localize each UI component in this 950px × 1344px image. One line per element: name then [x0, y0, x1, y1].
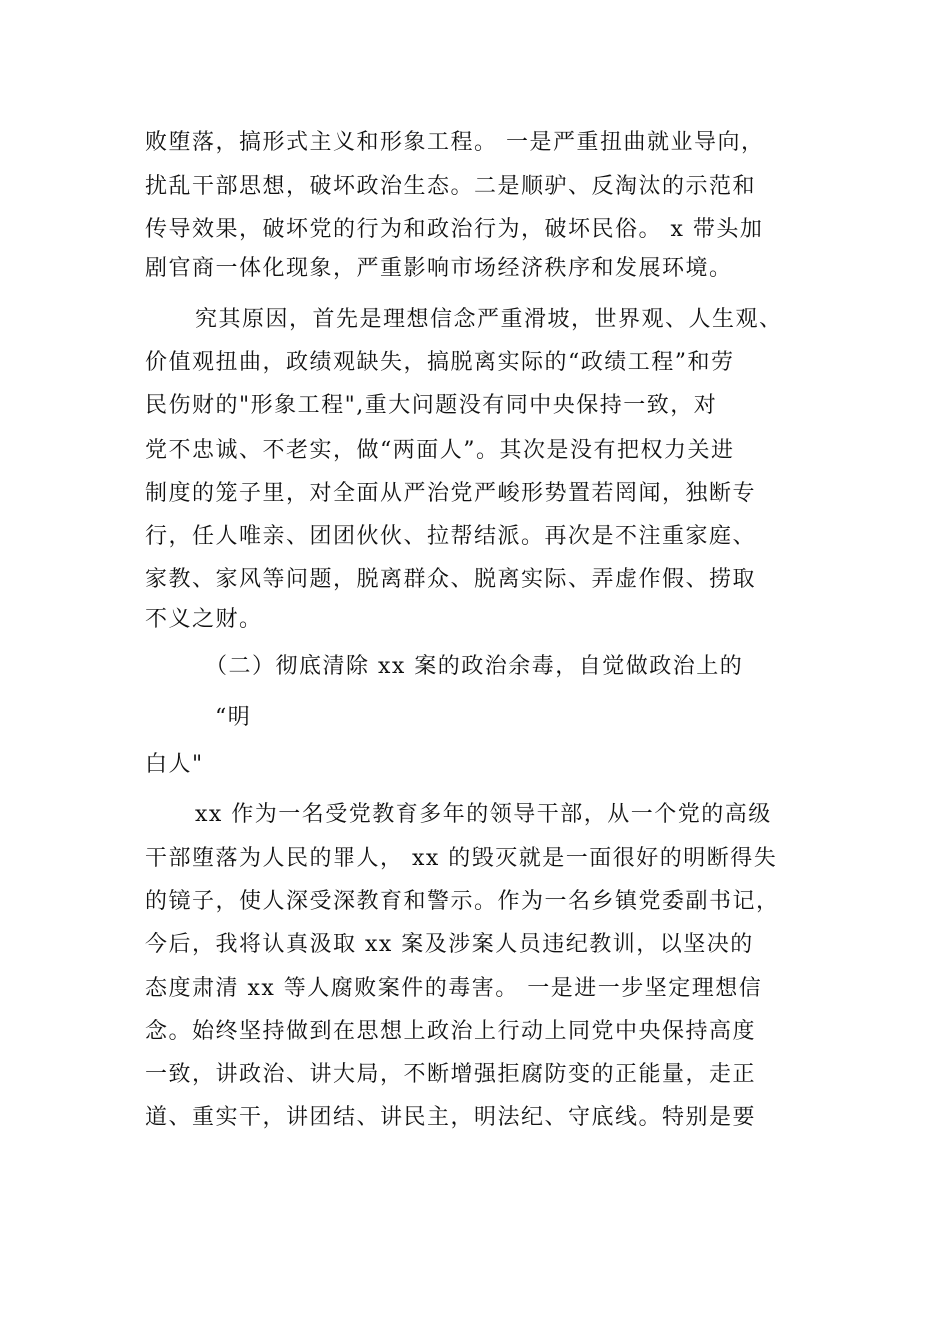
- paragraph-2-line-3: 民伤财的"形象工程",重大问题没有同中央保持一致，对: [145, 393, 718, 418]
- paragraph-3-line-6: 念。始终坚持做到在思想上政治上行动上同党中央保持高度: [145, 1019, 757, 1044]
- paragraph-3-line-2: 干部堕落为人民的罪人， xx 的毁灭就是一面很好的明断得失: [145, 846, 778, 871]
- paragraph-3-line-8: 道、重实干，讲团结、讲民主，明法纪、守底线。特别是要: [145, 1105, 757, 1130]
- paragraph-1-line-3: 传导效果，破坏党的行为和政治行为，破坏民俗。 x 带头加: [145, 217, 764, 242]
- paragraph-1-line-1: 败堕落，搞形式主义和形象工程。 一是严重扭曲就业导向，: [145, 130, 765, 155]
- paragraph-3-line-3: 的镜子，使人深受深教育和警示。作为一名乡镇党委副书记，: [145, 889, 780, 914]
- paragraph-2-line-6: 行，任人唯亲、团团伙伙、拉帮结派。再次是不注重家庭、: [145, 524, 757, 549]
- paragraph-2-line-7: 家教、家风等问题，脱离群众、脱离实际、弄虚作假、捞取: [145, 567, 757, 592]
- paragraph-2-line-1: 究其原因，首先是理想信念严重滑坡，世界观、人生观、: [195, 307, 783, 332]
- paragraph-3-line-1: xx 作为一名受党教育多年的领导干部，从一个党的高级: [195, 802, 772, 827]
- paragraph-1-line-4: 剧官商一体化现象，严重影响市场经济秩序和发展环境。: [145, 256, 733, 281]
- paragraph-3-line-7: 一致，讲政治、讲大局，不断增强拒腐防变的正能量，走正: [145, 1062, 757, 1087]
- paragraph-3-line-5: 态度肃清 xx 等人腐败案件的毒害。 一是进一步坚定理想信: [145, 976, 763, 1001]
- paragraph-2-line-8: 不义之财。: [145, 607, 263, 632]
- paragraph-2-line-4: 党不忠诚、不老实，做“两面人”。其次是没有把权力关进: [145, 438, 735, 463]
- section-heading-line-1: （二）彻底清除 xx 案的政治余毒，自觉做政治上的: [205, 654, 744, 679]
- paragraph-2-line-2: 价值观扭曲，政绩观缺失，搞脱离实际的“政绩工程”和劳: [145, 350, 735, 375]
- paragraph-3-line-4: 今后，我将认真汲取 xx 案及涉案人员违纪教训，以坚决的: [145, 932, 754, 957]
- paragraph-1-line-2: 扰乱干部思想，破坏政治生态。二是顺驴、反淘汰的示范和: [145, 174, 757, 199]
- paragraph-2-line-5: 制度的笼子里，对全面从严治党严峻形势置若罔闻，独断专: [145, 481, 757, 506]
- section-heading-line-2: “明: [215, 705, 252, 730]
- section-heading-line-3: 白人": [145, 752, 204, 777]
